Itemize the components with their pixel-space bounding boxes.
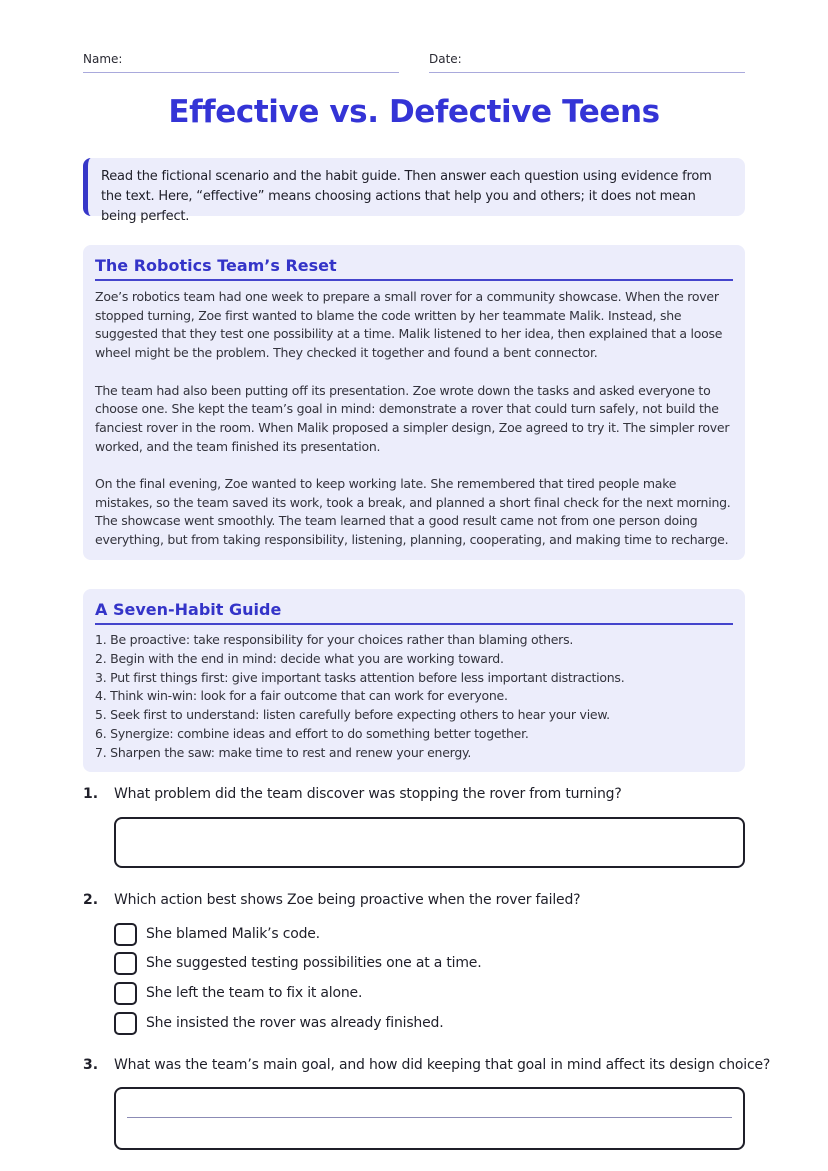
scenario-title: The Robotics Team’s Reset — [95, 256, 733, 281]
worksheet-title: Effective vs. Defective Teens — [168, 94, 660, 130]
scenario-panel — [83, 245, 745, 560]
option-checkbox[interactable] — [114, 982, 137, 1005]
question-3-text: What was the team’s main goal, and how did keeping that goal in mind affect its design choice? — [114, 1057, 771, 1073]
question-1-answer-box[interactable] — [114, 817, 745, 868]
name-field[interactable] — [83, 52, 399, 73]
habit-list — [95, 631, 733, 763]
habit-item: 1. Be proactive: take responsibility for your choices rather than blaming others. — [95, 632, 574, 647]
scenario-body — [95, 288, 733, 550]
question-3-answer-box[interactable] — [114, 1087, 745, 1150]
option-label: She suggested testing possibilities one at a time. — [146, 955, 482, 971]
question-2-text: Which action best shows Zoe being proactive when the rover failed? — [114, 892, 581, 908]
habit-item: 5. Seek first to understand: listen carefully before expecting others to hear your view. — [95, 707, 610, 723]
question-3-number: 3. — [83, 1057, 99, 1073]
habit-guide-panel — [83, 589, 745, 772]
option-label: She left the team to fix it alone. — [146, 985, 363, 1001]
date-field[interactable] — [429, 52, 745, 73]
student-info-header — [83, 52, 745, 73]
option-label: She blamed Malik’s code. — [146, 926, 320, 942]
scenario-paragraph: Zoe’s robotics team had one week to prepare a small rover for a community showcase. When the rover stopped turning, Zoe first wanted to blame the code written by her teammate Malik. Instead, she suggested that they test one possibility at a time. Malik listened to her idea, then explained that a loose wheel might be the problem. They checked it together and found a bent connector. — [95, 289, 723, 361]
habit-item: 4. Think win-win: look for a fair outcome that can work for everyone. — [95, 688, 508, 704]
option-checkbox[interactable] — [114, 952, 137, 975]
question-1-text: What problem did the team discover was stopping the rover from turning? — [114, 786, 622, 802]
name-label: Name: — [83, 52, 123, 66]
instructions-callout: Read the fictional scenario and the habit guide. Then answer each question using evidence from the text. Here, “effective” means choosing actions that help you and others; it does not mean being perfect. — [83, 158, 745, 216]
habit-item: 3. Put first things first: give important tasks attention before less important distractions. — [95, 669, 625, 685]
date-label: Date: — [429, 52, 462, 66]
scenario-paragraph: The team had also been putting off its presentation. Zoe wrote down the tasks and asked everyone to choose one. She kept the team’s goal in mind: demonstrate a rover that could turn safely, not build the fanciest rover in the room. When Malik proposed a simpler design, Zoe agreed to try it. The simpler rover worked, and the team finished its presentation. — [95, 382, 730, 454]
answer-writing-line — [127, 1117, 732, 1118]
question-1-number: 1. — [83, 786, 99, 802]
habit-item: 2. Begin with the end in mind: decide what you are working toward. — [95, 650, 504, 666]
question-2-number: 2. — [83, 892, 99, 908]
habit-item: 6. Synergize: combine ideas and effort to do something better together. — [95, 725, 529, 741]
habit-guide-title: A Seven-Habit Guide — [95, 600, 733, 625]
scenario-paragraph: On the final evening, Zoe wanted to keep working late. She remembered that tired people make mistakes, so the team saved its work, took a break, and planned a short final check for the next morning. The showcase went smoothly. The team learned that a good result came not from one person doing everything, but from taking responsibility, listening, planning, cooperating, and making time to recharge. — [95, 476, 731, 548]
option-checkbox[interactable] — [114, 923, 137, 946]
option-checkbox[interactable] — [114, 1012, 137, 1035]
option-label: She insisted the rover was already finished. — [146, 1015, 444, 1031]
habit-item: 7. Sharpen the saw: make time to rest and renew your energy. — [95, 744, 472, 760]
